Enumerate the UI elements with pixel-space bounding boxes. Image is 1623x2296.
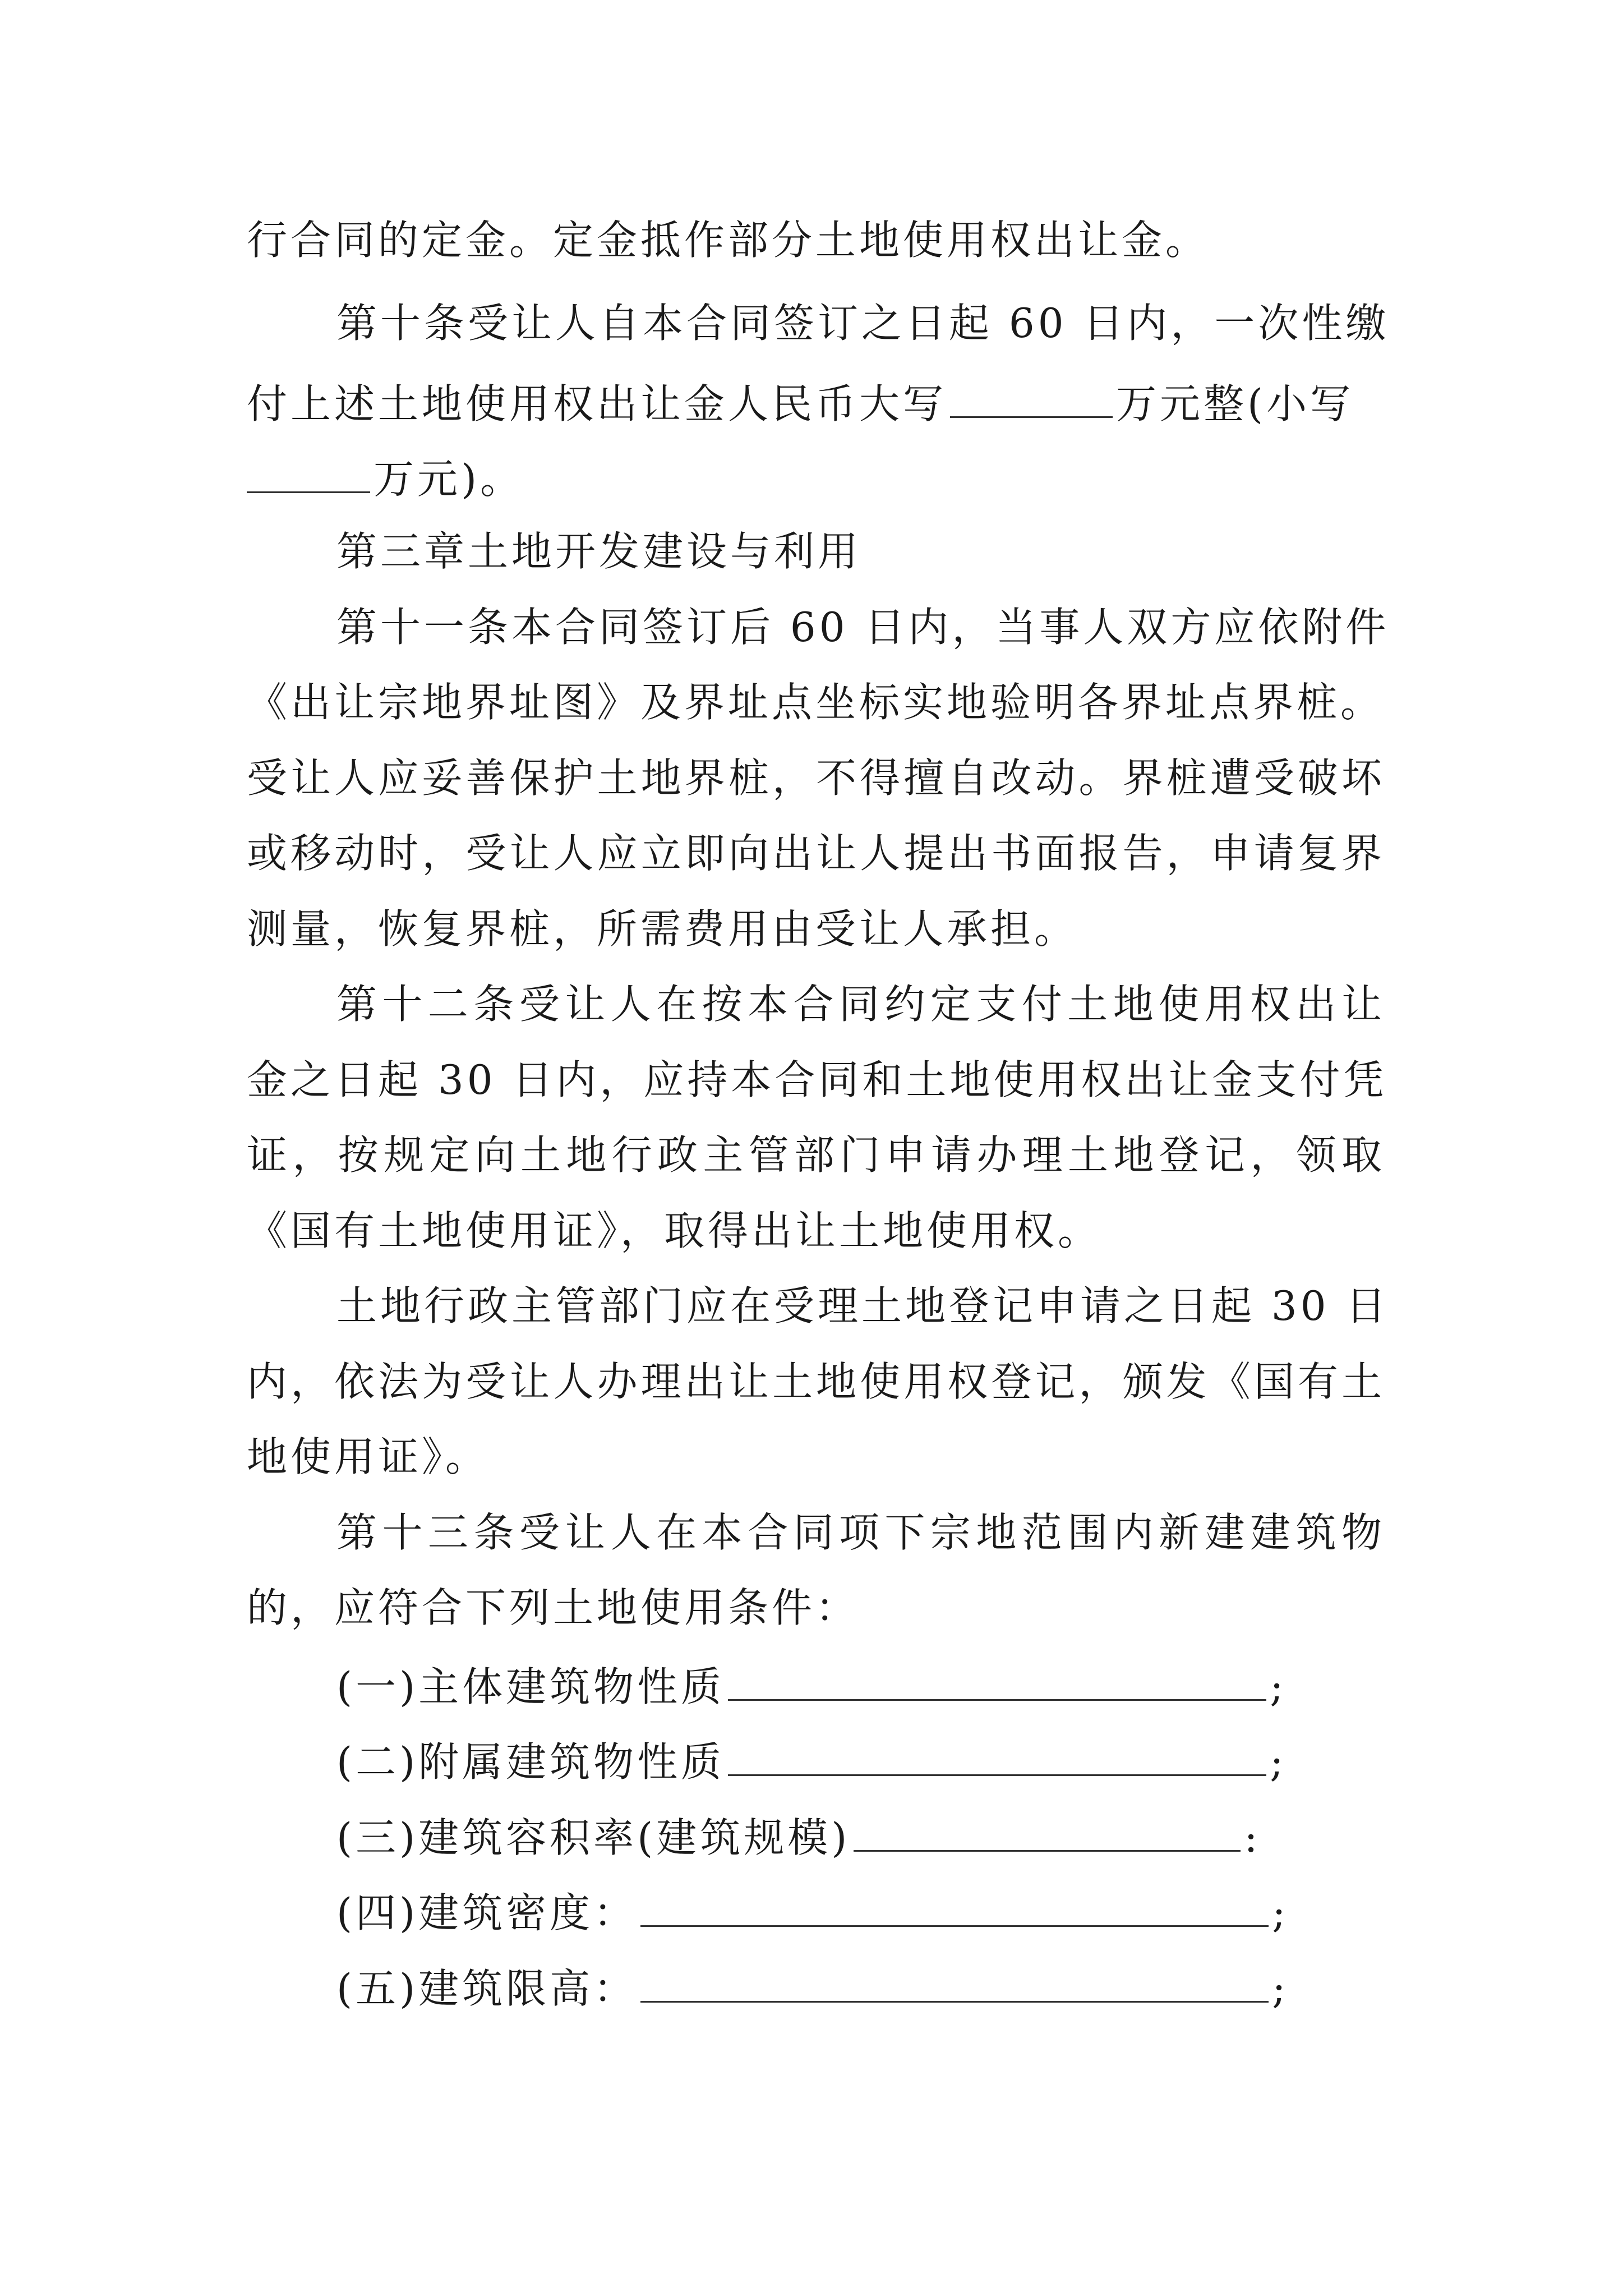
line-punctuation: ; [1270,1738,1287,1786]
paragraph-line: 内，依法为受让人办理出让土地使用权登记，颁发《国有土 [247,1358,1385,1405]
line-punctuation: ; [1270,1663,1287,1710]
paragraph-line: 土地行政主管部门应在受理土地登记申请之日起 30 日 [336,1282,1390,1329]
condition-item [336,1731,1475,1787]
paragraph-line [247,448,1385,504]
paragraph-line: 受让人应妥善保护土地界桩，不得擅自改动。界桩遭受破坏 [247,754,1385,802]
line-punctuation: : [1244,1814,1261,1861]
paragraph-line: 证，按规定向土地行政主管部门申请办理土地登记，领取 [247,1131,1385,1179]
floor-area-ratio-blank[interactable] [854,1806,1241,1852]
paragraph-line: 或移动时，受让人应立即向出让人提出书面报告，申请复界 [247,830,1385,877]
amount-number-blank[interactable] [247,448,370,493]
chapter-heading: 第三章土地开发建设与利用 [336,528,862,575]
paragraph-line [247,372,1385,429]
line-text: 付上述土地使用权出让金人民币大写 [247,380,947,427]
paragraph-line: 第十三条受让人在本合同项下宗地范围内新建建筑物 [336,1509,1385,1556]
auxiliary-building-nature-blank[interactable] [728,1731,1266,1776]
line-punctuation: ; [1272,1889,1289,1936]
paragraph-line: 地使用证》。 [247,1433,490,1480]
condition-item [336,1806,1475,1862]
condition-label: (四)建筑密度： [336,1889,638,1936]
line-punctuation: ; [1272,1965,1289,2012]
line-text: 万元)。 [374,455,524,503]
condition-label: (五)建筑限高： [336,1965,638,2012]
condition-label: (一)主体建筑物性质 [336,1663,725,1710]
paragraph-line: 第十二条受让人在按本合同约定支付土地使用权出让 [336,981,1385,1028]
paragraph-line: 行合同的定金。定金抵作部分土地使用权出让金。 [247,217,1210,264]
paragraph-line: 《出让宗地界址图》及界址点坐标实地验明各界址点界桩。 [247,679,1385,726]
condition-label: (二)附属建筑物性质 [336,1738,725,1786]
height-limit-blank[interactable] [640,1957,1269,2003]
condition-item [336,1881,1475,1938]
condition-item [336,1957,1475,2013]
building-density-blank[interactable] [640,1881,1269,1927]
paragraph-line: 金之日起 30 日内，应持本合同和土地使用权出让金支付凭 [247,1056,1387,1103]
condition-label: (三)建筑容积率(建筑规模) [336,1814,851,1861]
paragraph-line: 《国有土地使用证》，取得出让土地使用权。 [247,1207,1102,1254]
paragraph-line: 第十条受让人自本合同签订之日起 60 日内，一次性缴 [336,300,1390,347]
line-text: 万元整(小写 [1116,380,1354,427]
paragraph-line: 测量，恢复界桩，所需费用由受让人承担。 [247,905,1078,953]
main-building-nature-blank[interactable] [728,1655,1266,1701]
paragraph-line: 的，应符合下列土地使用条件： [247,1584,860,1631]
amount-capital-blank[interactable] [950,372,1113,418]
paragraph-line: 第十一条本合同签订后 60 日内，当事人双方应依附件 [336,604,1390,651]
condition-item [336,1655,1475,1711]
